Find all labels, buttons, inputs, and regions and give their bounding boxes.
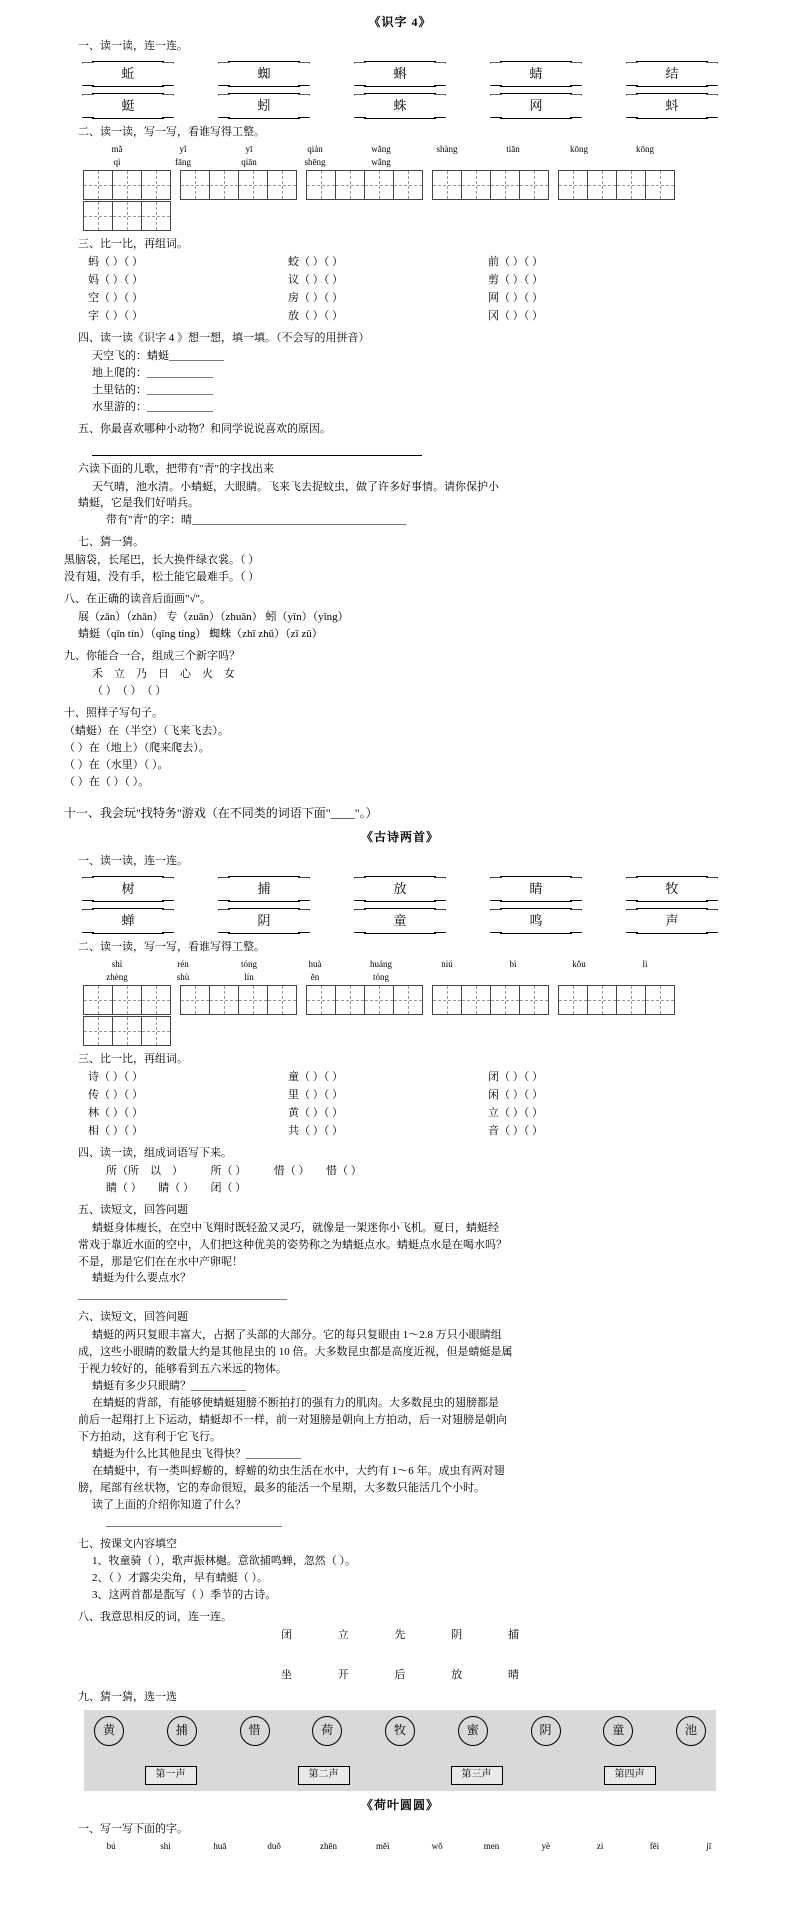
ribbon-char[interactable]: 蚪: [636, 93, 708, 119]
section-heading: 五、你最喜欢哪种小动物？和同学说说喜欢的原因。: [78, 422, 331, 435]
pinyin-choice-item[interactable]: 蜻蜓（qīn tín）（qīng tíng） 蜘蛛（zhī zhū）（zī zū）: [78, 628, 323, 641]
tianzige-cell[interactable]: [393, 985, 423, 1015]
pinyin-cell: shì: [111, 959, 123, 970]
compare-row: [64, 1106, 736, 1122]
ribbon-char[interactable]: 蜘: [228, 61, 300, 87]
compare-row: [64, 255, 736, 271]
ribbon-char[interactable]: 蝌: [364, 61, 436, 87]
section-1-5: [64, 422, 736, 456]
fill-blank-item[interactable]: 天空飞的：蜻蜓__________: [92, 349, 224, 362]
compare-cell[interactable]: 蚂（ ）（ ）: [88, 256, 143, 269]
antonym-word[interactable]: 立: [337, 1629, 349, 1642]
section-1-6: [64, 462, 736, 530]
antonym-row-top: [64, 1628, 736, 1644]
pinyin-cell: yǐ: [179, 144, 187, 155]
char-circle[interactable]: 捕: [167, 1716, 197, 1746]
riddle-item[interactable]: 黑脑袋，长尾巴，长大换件绿衣裳。（ ）: [64, 554, 260, 567]
compare-cell[interactable]: 相（ ）（ ）: [88, 1124, 143, 1137]
pinyin-cell: zhēn: [319, 1840, 337, 1851]
ribbon-char[interactable]: 蜓: [92, 93, 164, 119]
char-pool: 禾 立 乃 日 心 火 女: [92, 667, 235, 680]
sentence-item[interactable]: （ ）在（水里）（ ）。: [64, 758, 169, 771]
tianzige-group: [559, 170, 675, 200]
compare-cell[interactable]: 网（ ）（ ）: [488, 292, 543, 305]
section-heading: 七、猜一猜。: [78, 536, 144, 549]
tianzige-cell[interactable]: [141, 170, 171, 200]
page-title-gushi: 《古诗两首》: [360, 829, 439, 844]
pinyin-row: [64, 156, 736, 169]
tianzige-cell[interactable]: [83, 201, 113, 231]
pinyin-row: [64, 971, 736, 984]
tianzige-group: [433, 985, 549, 1015]
compare-row: [64, 1088, 736, 1104]
char-circle[interactable]: 童: [603, 1716, 633, 1746]
tianzige-cell[interactable]: [209, 170, 239, 200]
pinyin-cell: fāng: [175, 157, 191, 168]
ribbon-row-top: [64, 61, 736, 87]
antonym-word[interactable]: 阴: [451, 1629, 463, 1642]
ribbon-row-bottom: [64, 93, 736, 119]
pinyin-cell: lín: [244, 972, 254, 983]
section-heading: 九、猜一猜，选一选: [78, 1691, 177, 1704]
section-heading: 一、读一读，连一连。: [78, 855, 188, 868]
tianzige-cell[interactable]: [645, 170, 675, 200]
pinyin-cell: fēi: [649, 1840, 660, 1851]
section-heading: 八、在正确的读音后面画"√"。: [64, 593, 212, 606]
compare-cell[interactable]: 放（ ）（ ）: [288, 310, 343, 323]
fill-blank-item[interactable]: 2、（ ）才露尖尖角，早有蜻蜓（ ）。: [92, 1572, 268, 1585]
tone-box[interactable]: 第三声: [451, 1766, 503, 1785]
tianzige-cell[interactable]: [490, 985, 520, 1015]
section-1-4: [64, 331, 736, 416]
tianzige-group: [84, 985, 171, 1015]
word-build-line[interactable]: 睛（ ） 睛（ ） 闭（ ）: [106, 1181, 247, 1194]
pinyin-cell: yè: [541, 1840, 551, 1851]
tianzige-cell[interactable]: [519, 985, 549, 1015]
ribbon-char[interactable]: 蜻: [500, 61, 572, 87]
pinyin-row: [64, 958, 736, 971]
compare-cell[interactable]: 蛟（ ）（ ）: [288, 256, 343, 269]
tianzige-cell[interactable]: [238, 985, 268, 1015]
pinyin-row: [64, 1840, 736, 1853]
fill-blank-item[interactable]: 水里游的：____________: [92, 400, 213, 413]
tone-box[interactable]: 第一声: [145, 1766, 197, 1785]
tianzige-cell[interactable]: [558, 985, 588, 1015]
compare-row: [64, 309, 736, 325]
pinyin-cell: mǎ: [111, 144, 123, 155]
section-2-6: [64, 1310, 736, 1530]
answer-line[interactable]: ______________________________________: [78, 1289, 287, 1302]
pinyin-cell: huā: [213, 1840, 227, 1851]
tianzige-cell[interactable]: [238, 170, 268, 200]
pinyin-cell: měi: [376, 1840, 390, 1851]
tianzige-cell[interactable]: [267, 170, 297, 200]
tianzige-cell[interactable]: [335, 170, 365, 200]
tianzige-cell[interactable]: [141, 201, 171, 231]
tianzige-cell[interactable]: [432, 985, 462, 1015]
char-circle[interactable]: 荷: [312, 1716, 342, 1746]
ribbon-char[interactable]: 放: [364, 876, 436, 902]
section-1-2: [64, 125, 736, 231]
compare-row: [64, 1124, 736, 1140]
pinyin-cell: lì: [642, 959, 648, 970]
tianzige-cell[interactable]: [364, 170, 394, 200]
pinyin-cell: qiān: [241, 157, 257, 168]
ribbon-char[interactable]: 结: [636, 61, 708, 87]
compare-cell[interactable]: 冈（ ）（ ）: [488, 310, 543, 323]
compare-cell[interactable]: 闲（ ）（ ）: [488, 1089, 543, 1102]
char-circle[interactable]: 蜜: [458, 1716, 488, 1746]
pinyin-cell: tóng: [240, 959, 257, 970]
section-heading: 八、我意思相反的词，连一连。: [78, 1611, 232, 1624]
tianzige-group: [181, 985, 297, 1015]
pinyin-cell: shēng: [304, 157, 326, 168]
section-heading: 三、比一比，再组词。: [78, 1053, 188, 1066]
tianzige-group: [84, 201, 171, 231]
pinyin-cell: tóng: [372, 972, 389, 983]
antonym-word[interactable]: 开: [337, 1669, 349, 1682]
answer-line[interactable]: [64, 440, 736, 456]
fill-blank-item[interactable]: 1、牧童骑（ ），歌声振林樾。意欲捕鸣蝉，忽然（ ）。: [92, 1555, 356, 1568]
tianzige-group: [307, 170, 423, 200]
section-heading: 六读下面的儿歌，把带有"青"的字找出来: [78, 462, 274, 475]
pinyin-cell: jī: [706, 1840, 712, 1851]
tianzige-row: [64, 985, 736, 1015]
antonym-word[interactable]: 放: [451, 1669, 463, 1682]
section-heading: 十、照样子写句子。: [64, 706, 163, 719]
compare-cell[interactable]: 共（ ）（ ）: [288, 1124, 343, 1137]
tianzige-cell[interactable]: [112, 985, 142, 1015]
tianzige-cell[interactable]: [645, 985, 675, 1015]
ribbon-char[interactable]: 蚓: [228, 93, 300, 119]
pinyin-cell: kōng: [636, 144, 654, 155]
compare-cell[interactable]: 里（ ）（ ）: [288, 1089, 343, 1102]
ribbon-char[interactable]: 牧: [636, 876, 708, 902]
fill-blank-item[interactable]: 土里钻的：____________: [92, 383, 213, 396]
char-circle[interactable]: 牧: [385, 1716, 415, 1746]
sentence-item[interactable]: （ ）在（地上）（爬来爬去）。: [64, 741, 210, 754]
compare-cell[interactable]: 传（ ）（ ）: [88, 1089, 143, 1102]
tianzige-cell[interactable]: [335, 985, 365, 1015]
compare-cell[interactable]: 闭（ ）（ ）: [488, 1071, 543, 1084]
ribbon-char[interactable]: 捕: [228, 876, 300, 902]
pinyin-row: [64, 143, 736, 156]
compare-cell[interactable]: 立（ ）（ ）: [488, 1107, 543, 1120]
reading-text: 蜻蜓，它是我们好哨兵。: [78, 497, 199, 510]
tianzige-cell[interactable]: [83, 985, 113, 1015]
ribbon-char[interactable]: 鸣: [500, 908, 572, 934]
pinyin-cell: duǒ: [267, 1840, 281, 1851]
section-heading: 一、读一读，连一连。: [78, 40, 188, 53]
compare-cell[interactable]: 字（ ）（ ）: [88, 310, 143, 323]
section-heading: 三、比一比，再组词。: [78, 238, 188, 251]
tianzige-row: [64, 1016, 736, 1046]
tianzige-cell[interactable]: [587, 170, 617, 200]
reading-text: 蜻蜓的两只复眼丰富大，占据了头部的大部分。它的每只复眼由 1～2.8 万只小眼睛组: [92, 1329, 502, 1342]
char-circle[interactable]: 阴: [531, 1716, 561, 1746]
section-2-1: [64, 854, 736, 934]
tianzige-cell[interactable]: [393, 170, 423, 200]
ribbon-char[interactable]: 蛛: [364, 93, 436, 119]
tianzige-row: [64, 201, 736, 231]
pinyin-cell: yī: [245, 144, 253, 155]
reading-text: 在蜻蜓中，有一类叫蜉蝣的，蜉蝣的幼虫生活在水中，大约有 1～6 年。成虫有两对翅: [92, 1464, 505, 1477]
ribbon-char[interactable]: 蚯: [92, 61, 164, 87]
ribbon-char[interactable]: 网: [500, 93, 572, 119]
compare-cell[interactable]: 空（ ）（ ）: [88, 292, 143, 305]
pinyin-cell: bú: [106, 1840, 116, 1851]
pinyin-cell: wǎng: [371, 144, 391, 155]
ribbon-row-bottom: [64, 908, 736, 934]
section-heading: 二、读一读，写一写，看谁写得工整。: [78, 126, 265, 139]
answer-line[interactable]: ________________________________: [106, 1515, 282, 1528]
compare-cell[interactable]: 房（ ）（ ）: [288, 292, 343, 305]
compare-cell[interactable]: 音（ ）（ ）: [488, 1124, 543, 1137]
section-heading: 四、读一读《识字 4 》想一想，填一填。（不会写的用拼音）: [78, 332, 370, 345]
char-circle-row: [94, 1716, 706, 1746]
tianzige-row: [64, 170, 736, 200]
compare-row: [64, 273, 736, 289]
reading-text: 天气晴，池水清。小蜻蜓，大眼睛。飞来飞去捉蚊虫，做了许多好事情。请你保护小: [92, 480, 499, 493]
pinyin-cell: zi: [596, 1840, 604, 1851]
tianzige-cell[interactable]: [267, 985, 297, 1015]
pinyin-cell: men: [483, 1840, 500, 1851]
section-2-7: [64, 1537, 736, 1605]
antonym-word[interactable]: 后: [394, 1669, 406, 1682]
question-text[interactable]: 蜻蜓为什么比其他昆虫飞得快？__________: [92, 1447, 301, 1460]
section-heading: 十一、我会玩"找特务"游戏（在不同类的词语下面"____"。）: [64, 806, 378, 821]
pinyin-cell: shàng: [436, 144, 458, 155]
antonym-word[interactable]: 闭: [281, 1629, 292, 1642]
compare-cell[interactable]: 黄（ ）（ ）: [288, 1107, 343, 1120]
tianzige-cell[interactable]: [616, 170, 646, 200]
fill-blank-item[interactable]: 地上爬的：____________: [92, 366, 213, 379]
tianzige-cell[interactable]: [141, 985, 171, 1015]
tianzige-cell[interactable]: [83, 170, 113, 200]
section-heading: 五、读短文，回答问题: [78, 1203, 188, 1216]
compare-cell[interactable]: 林（ ）（ ）: [88, 1107, 143, 1120]
antonym-word[interactable]: 先: [394, 1629, 406, 1642]
tianzige-cell[interactable]: [180, 170, 210, 200]
sentence-item[interactable]: （蜻蜓）在（半空）（飞来飞去）。: [64, 724, 229, 737]
word-build-line[interactable]: 所（所 以 ） 所（ ） 惜（ ） 惜（ ）: [106, 1164, 362, 1177]
reading-text: 膀，尾部有丝状物，它的寿命很短，最多的能活一个星期，大多数只能活几个小时。: [78, 1481, 485, 1494]
tianzige-cell[interactable]: [180, 985, 210, 1015]
section-1-11: [64, 805, 736, 822]
char-circle[interactable]: 惜: [240, 1716, 270, 1746]
tianzige-cell[interactable]: [83, 1016, 113, 1046]
char-circle[interactable]: 黄: [94, 1716, 124, 1746]
reading-text: 蜻蜓身体瘦长，在空中飞翔时既轻盈又灵巧，就像是一架迷你小飞机。夏日，蜻蜓经: [92, 1221, 499, 1234]
section-2-5: [64, 1203, 736, 1305]
antonym-word[interactable]: 坐: [281, 1669, 292, 1682]
tianzige-group: [84, 1016, 171, 1046]
riddle-item[interactable]: 没有翅，没有手，松土能它最难手。（ ）: [64, 571, 260, 584]
compare-row: [64, 291, 736, 307]
tianzige-cell[interactable]: [209, 985, 239, 1015]
section-1-9: [64, 649, 736, 700]
section-1-7: [64, 535, 736, 586]
pinyin-cell: tiān: [506, 144, 520, 155]
compare-cell[interactable]: 议（ ）（ ）: [288, 274, 343, 287]
tianzige-cell[interactable]: [306, 985, 336, 1015]
reading-text: 成，这些小眼睛的数量大约是其他昆虫的 10 倍。大多数昆虫都是高度近视，但是蜻蜓是属: [78, 1346, 513, 1359]
tianzige-group: [433, 170, 549, 200]
pinyin-cell: bì: [509, 959, 517, 970]
reading-text: 在蜻蜓的背部，有能够使蜻蜓翅膀不断拍打的强有力的肌肉。大多数昆虫的翅膀都是: [92, 1397, 499, 1410]
tianzige-cell[interactable]: [519, 170, 549, 200]
pinyin-cell: kǒu: [572, 959, 586, 970]
tianzige-cell[interactable]: [490, 170, 520, 200]
tianzige-group: [181, 170, 297, 200]
ribbon-char[interactable]: 童: [364, 908, 436, 934]
pinyin-cell: shù: [176, 972, 190, 983]
tone-box[interactable]: 第二声: [298, 1766, 350, 1785]
tianzige-cell[interactable]: [112, 1016, 142, 1046]
pinyin-cell: kōng: [570, 144, 588, 155]
section-2-3: [64, 1052, 736, 1140]
compare-cell[interactable]: 童（ ）（ ）: [288, 1071, 343, 1084]
sentence-item[interactable]: （ ）在（ ）（ ）。: [64, 775, 150, 788]
answer-blanks[interactable]: （ ） （ ） （ ）: [92, 684, 167, 697]
pinyin-cell: niú: [441, 959, 453, 970]
antonym-word[interactable]: 捕: [508, 1629, 519, 1642]
pinyin-choice-item[interactable]: 展（zǎn）（zhǎn） 专（zuān）（zhuān） 蚓（yǐn）（yīng）: [78, 611, 349, 624]
section-heading: 一、写一写下面的字。: [78, 1822, 188, 1835]
section-2-4: [64, 1146, 736, 1197]
reading-text: 下方拍动，这有利于它飞行。: [78, 1430, 221, 1443]
tianzige-group: [84, 170, 171, 200]
answer-blank[interactable]: [92, 444, 422, 456]
section-1-1: [64, 39, 736, 119]
section-2-9: [64, 1690, 736, 1790]
tone-box[interactable]: 第四声: [604, 1766, 656, 1785]
section-2-8: [64, 1610, 736, 1684]
tianzige-cell[interactable]: [141, 1016, 171, 1046]
pinyin-cell: qì: [113, 157, 121, 168]
tianzige-cell[interactable]: [432, 170, 462, 200]
page-title-shizi4: 《识字 4》: [368, 15, 432, 29]
answer-line[interactable]: 带有"青"的字：晴_______________________________________: [106, 514, 407, 527]
ribbon-char[interactable]: 声: [636, 908, 708, 934]
ribbon-char[interactable]: 睛: [500, 876, 572, 902]
pinyin-cell: wǎng: [371, 157, 391, 168]
section-heading: 六、读短文，回答问题: [78, 1311, 188, 1324]
reading-text: 于视力较好的，能够看到五六米远的物体。: [78, 1363, 287, 1376]
compare-cell[interactable]: 剪（ ）（ ）: [488, 274, 543, 287]
tianzige-cell[interactable]: [616, 985, 646, 1015]
tianzige-group: [559, 985, 675, 1015]
section-3-1: [64, 1822, 736, 1853]
tianzige-cell[interactable]: [558, 170, 588, 200]
section-1-3: [64, 237, 736, 325]
tianzige-group: [307, 985, 423, 1015]
section-heading: 四、读一读，组成词语写下来。: [78, 1146, 232, 1159]
antonym-word[interactable]: 晴: [508, 1669, 519, 1682]
antonym-row-bottom: [64, 1668, 736, 1684]
fill-blank-item[interactable]: 3、这两首都是翫写（ ）季节的古诗。: [92, 1589, 277, 1602]
tianzige-cell[interactable]: [461, 985, 491, 1015]
tianzige-cell[interactable]: [587, 985, 617, 1015]
compare-cell[interactable]: 诗（ ）（ ）: [88, 1071, 143, 1084]
compare-row: [64, 1070, 736, 1086]
section-heading: 七、按课文内容填空: [78, 1537, 177, 1550]
pinyin-cell: huà: [308, 959, 322, 970]
question-text[interactable]: 蜻蜓有多少只眼睛？__________: [92, 1380, 246, 1393]
pinyin-cell: shì: [160, 1840, 171, 1851]
pinyin-cell: ěn: [310, 972, 320, 983]
pinyin-cell: rén: [177, 959, 189, 970]
tianzige-cell[interactable]: [112, 201, 142, 231]
tone-box-row: [94, 1766, 706, 1785]
question-text: 读了上面的介绍你知道了什么？: [92, 1498, 246, 1511]
tianzige-cell[interactable]: [306, 170, 336, 200]
ribbon-row-top: [64, 876, 736, 902]
tianzige-cell[interactable]: [461, 170, 491, 200]
question-text: 蜻蜓为什么要点水？: [92, 1272, 191, 1285]
compare-cell[interactable]: 前（ ）（ ）: [488, 256, 543, 269]
section-1-10: [64, 706, 736, 791]
section-1-8: [64, 592, 736, 643]
pinyin-cell: huáng: [370, 959, 392, 970]
section-heading: 二、读一读，写一写，看谁写得工整。: [78, 941, 265, 954]
pinyin-cell: wǒ: [431, 1840, 443, 1851]
reading-text: 常戏于靠近水面的空中，人们把这种优美的姿势称之为蜻蜓点水。蜻蜓点水是在喝水吗？: [78, 1238, 507, 1251]
tianzige-cell[interactable]: [112, 170, 142, 200]
section-2-2: [64, 940, 736, 1046]
char-circle[interactable]: 池: [676, 1716, 706, 1746]
section-heading: 九、你能合一合，组成三个新字吗？: [64, 649, 240, 662]
tone-sort-panel: [84, 1710, 716, 1791]
reading-text: 前后一起翔打上下运动，蜻蜓却不一样，前一对翅膀是朝向上方拍动，后一对翅膀是朝向: [78, 1413, 507, 1426]
tianzige-cell[interactable]: [364, 985, 394, 1015]
compare-cell[interactable]: 妈（ ）（ ）: [88, 274, 143, 287]
pinyin-cell: qián: [307, 144, 323, 155]
ribbon-char[interactable]: 树: [92, 876, 164, 902]
ribbon-char[interactable]: 阴: [228, 908, 300, 934]
page-title-heye: 《荷叶圆圆》: [360, 1797, 439, 1812]
ribbon-char[interactable]: 蝉: [92, 908, 164, 934]
reading-text: 不是，那是它们在在水中产卵呢！: [78, 1255, 243, 1268]
pinyin-cell: zhèng: [106, 972, 128, 983]
